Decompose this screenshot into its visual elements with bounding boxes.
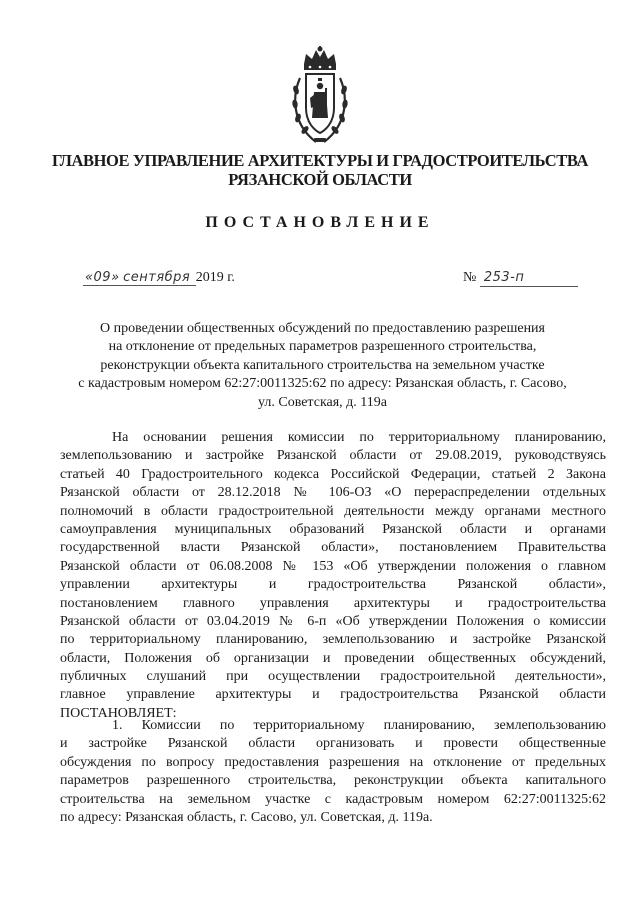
body-line: 1. Комиссии по территориальному планированию, землепользованию <box>112 718 606 733</box>
date-day: 09 <box>93 270 112 285</box>
body-line: области, Положения об организации и проведении общественных обсуждений, <box>60 650 606 666</box>
document-date <box>83 270 235 286</box>
preamble-paragraph <box>60 429 606 723</box>
body-line: Рязанской области от 06.08.2008 № 153 «Об утверждении положения о главном <box>60 558 606 574</box>
document-type-title: ПОСТАНОВЛЕНИЕ <box>205 214 435 231</box>
body-line: самоуправления муниципальных образований Рязанской области и органами <box>60 521 606 537</box>
body-line: государственной власти Рязанской области», постановлением Правительства <box>60 540 606 556</box>
body-line: статьей 40 Градостроительного кодекса Российской Федерации, статьей 2 Закона <box>60 466 606 482</box>
date-month: сентября <box>123 270 191 285</box>
body-line: землепользованию и застройке Рязанской области от 29.08.2019, руководствуясь <box>60 448 606 464</box>
date-year: 2019 г. <box>195 270 235 285</box>
body-line: Рязанской области от 03.04.2019 № 6-п «Об утверждении Положения о комиссии <box>60 613 606 629</box>
resolution-keyword: ПОСТАНОВЛЯЕТ: <box>60 705 177 721</box>
subject-line: с кадастровым номером 62:27:0011325:62 по адресу: Рязанская область, г. Сасово, <box>78 376 567 392</box>
body-line: полномочий в области градостроительной деятельности между органами местного <box>60 503 606 519</box>
body-line: Рязанской области от 28.12.2018 № 106-ОЗ «О перераспределении отдельных <box>60 485 606 501</box>
date-quote-close: » <box>111 270 120 285</box>
subject-line: ул. Советская, д. 119а <box>257 394 387 410</box>
body-line: параметров разрешенного строительства, реконструкции объекта капитального <box>60 773 606 789</box>
number-prefix: № <box>463 270 477 285</box>
body-line: постановлением главного управления архитектуры и градостроительства <box>60 595 606 611</box>
subject-line: на отклонение от предельных параметров разрешенного строительства, <box>108 339 537 355</box>
agency-name-line2: РЯЗАНСКОЙ ОБЛАСТИ <box>228 170 412 189</box>
body-line: На основании решения комиссии по территориальному планированию, <box>112 430 606 445</box>
subject-line: реконструкции объекта капитального строительства на земельном участке <box>100 357 545 373</box>
body-line: по адресу: Рязанская область, г. Сасово, ул. Советская, д. 119а. <box>60 809 433 825</box>
body-line: обсуждения по вопросу предоставления разрешения на отклонение от предельных <box>60 754 606 770</box>
document-number <box>463 270 578 287</box>
body-line: главное управление архитектуры и градостроительства Рязанской области <box>60 687 606 703</box>
body-line: публичных слушаний при осуществлении градостроительной деятельности», <box>60 669 606 685</box>
ryazan-coat-of-arms-emblem <box>290 46 350 148</box>
body-line: управлении архитектуры и градостроительства Рязанской области», <box>60 577 606 593</box>
number-value: 253-п <box>483 270 525 285</box>
body-line: строительства на земельном участке с кадастровым номером 62:27:0011325:62 <box>60 791 606 807</box>
date-quote-open: « <box>85 270 94 285</box>
document-subject <box>60 320 585 412</box>
body-line: и застройке Рязанской области организовать и провести общественные <box>60 736 606 752</box>
agency-name-line1: ГЛАВНОЕ УПРАВЛЕНИЕ АРХИТЕКТУРЫ И ГРАДОСТРОИТЕЛЬСТВА <box>52 151 588 170</box>
subject-line: О проведении общественных обсуждений по предоставлению разрешения <box>99 321 545 336</box>
body-line: по территориальному планированию, землепользованию и застройке Рязанской <box>60 632 606 648</box>
item-1-paragraph <box>60 717 606 827</box>
